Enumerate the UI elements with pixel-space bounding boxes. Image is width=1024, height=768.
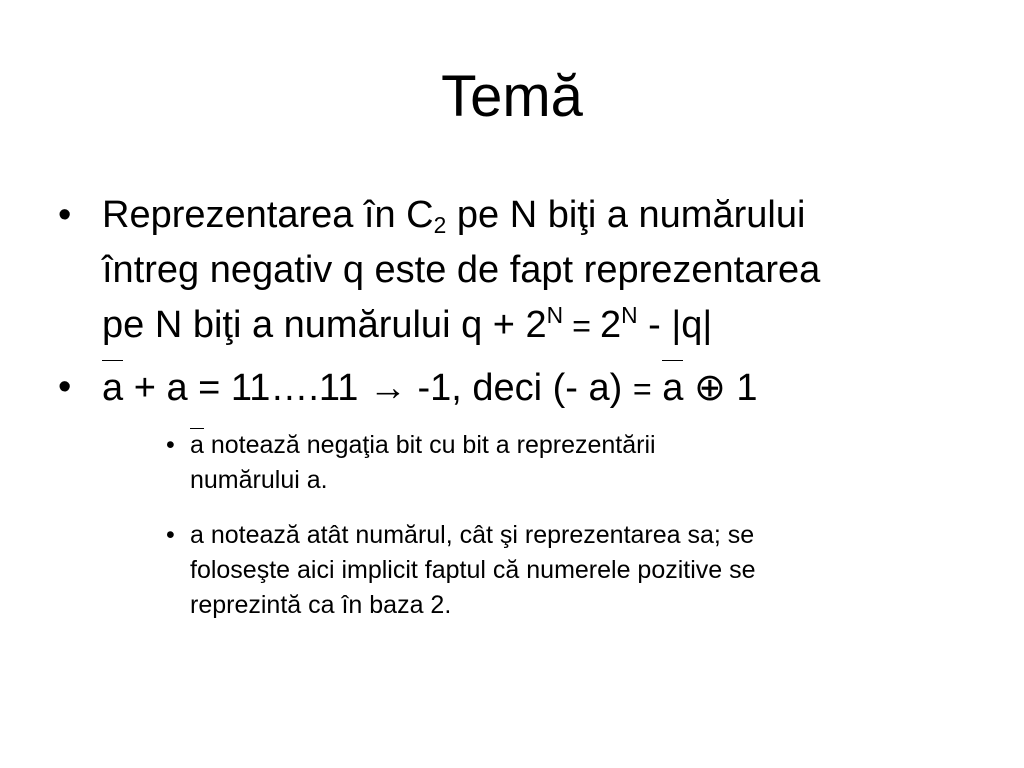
a-overline-2: a [662,361,683,416]
bullet-2-text [102,360,978,417]
bullet-1-marker: • [58,194,72,236]
superscript-n-1: N [546,301,564,328]
right-arrow-icon: → [368,367,407,409]
bullet-2-part-2: -1, deci (- a) [406,367,633,409]
sub-bullet-2-line-3: reprezintă ca în baza 2. [190,591,452,619]
sub-bullet-1-line-1 [190,428,986,463]
superscript-n-2: N [621,301,638,328]
bullet-1-text [102,188,978,354]
equals-sign: = [563,308,600,344]
sub-bullet-2-line-2: foloseşte aici implicit faptul că numerele pozitive se [190,556,756,584]
equals-sign-2: = [632,371,652,407]
a-overline-3: a [190,428,204,463]
bullet-1-line-3-c: - |q| [637,304,713,346]
a-overline: a [102,361,123,416]
bullet-1-line-3-a: pe N biţi a numărului q + 2 [102,304,547,346]
bullet-1-line-2: întreg negativ q este de fapt reprezentarea [102,249,821,291]
subscript-2: 2 [433,212,447,239]
bullet-1-line-1 [102,188,978,243]
slide-title: Temă [441,64,583,129]
bullet-1-line-3-b: 2 [599,304,622,346]
bullet-2-part-3: 1 [725,367,758,409]
bullet-1-text-b: pe N biţi a numărului [446,194,806,236]
bullet-1-line-3 [102,298,978,354]
sub-bullet-1-text [190,428,986,498]
bullet-1-text-a: Reprezentarea în C [102,194,434,236]
sub-bullet-2-marker: • [166,521,175,549]
sub-bullet-1-line-1-text: notează negaţia bit cu bit a reprezentării [203,431,656,459]
sub-bullet-1-line-2: numărului a. [190,466,328,494]
sub-bullet-2-line-1: a notează atât numărul, cât şi reprezentarea sa; se [190,521,755,549]
xor-icon: ⊕ [694,365,726,409]
sub-bullet-2-text [190,518,986,623]
bullet-2-marker: • [58,366,72,408]
bullet-2-part-1: + a = 11….11 [123,367,369,409]
sub-bullet-1-marker: • [166,431,175,459]
